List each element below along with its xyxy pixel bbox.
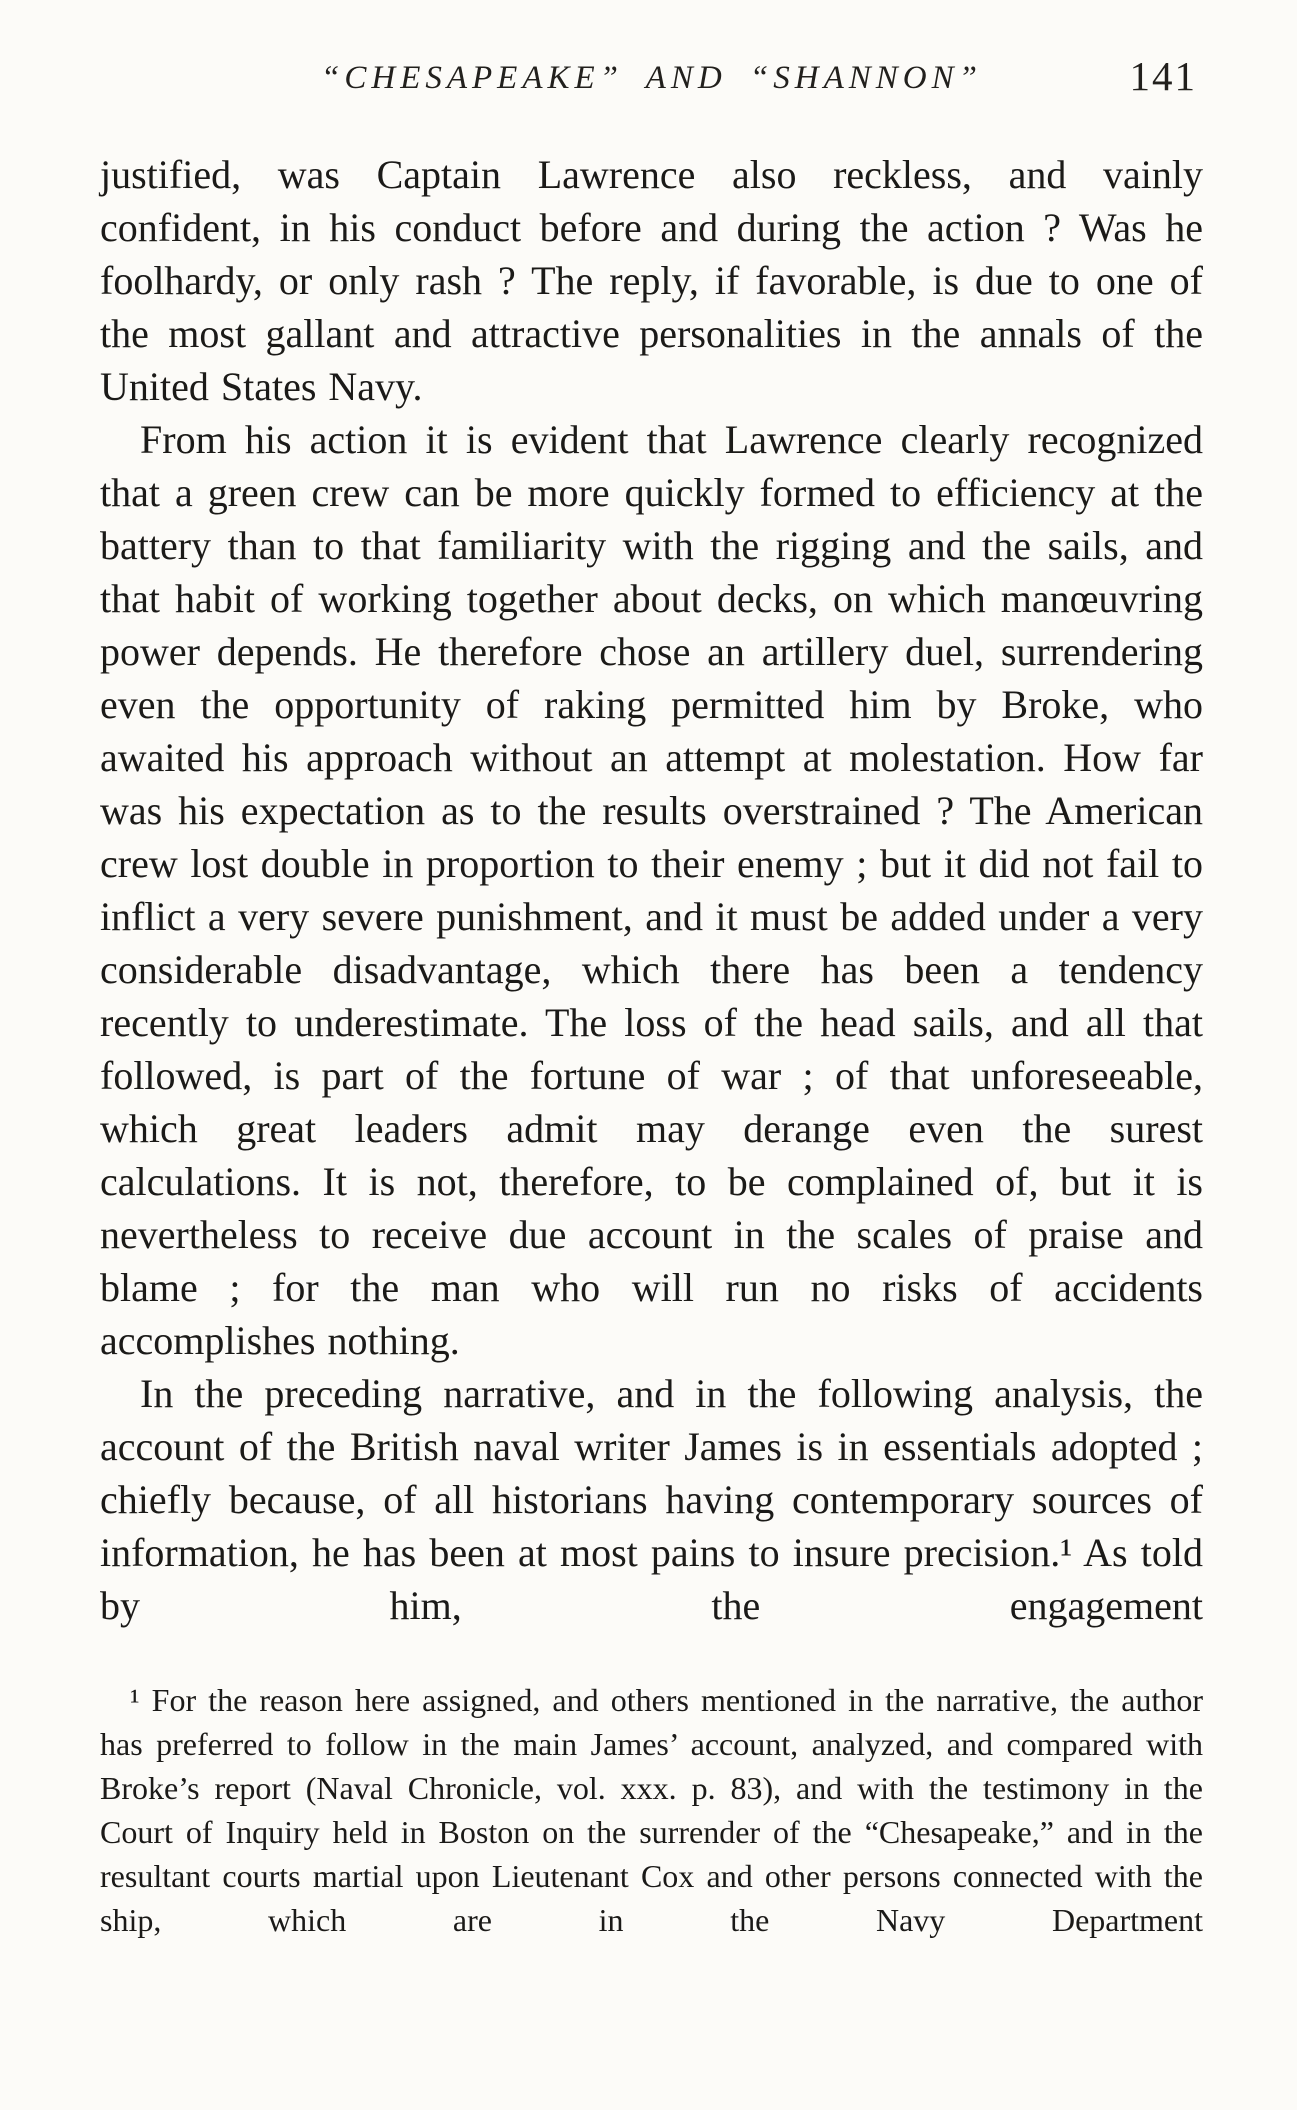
page-number: 141: [1129, 53, 1197, 99]
body-paragraph-1: justified, was Captain Lawrence also reckless, and vainly confident, in his conduct before and during the action ? Was he foolhardy, or only rash ? The reply, if favorable, is due to one of the most gallant and attractive personalities in the annals of the United States Navy.: [100, 152, 1203, 409]
footnote-block: [100, 1678, 1203, 1942]
footnote-text: ¹ For the reason here assigned, and others mentioned in the narrative, the author has preferred to follow in the main James’ account, analyzed, and compared with Broke’s report (Naval Chronicle, vol. xxx. p. 83), and with the testimony in the Court of Inquiry held in Boston on the surrender of the “Chesapeake,” and in the resultant courts martial upon Lieutenant Cox and other persons connected with the ship, which are in the Navy Department: [100, 1682, 1203, 1938]
body-text: [100, 148, 1203, 1632]
body-paragraph-3: In the preceding narrative, and in the following analysis, the account of the British naval writer James is in essentials adopted ; chiefly because, of all historians having contemporary sources of information, he has been at most pains to insure precision.¹ As told by him, the engagement: [100, 1371, 1203, 1628]
body-paragraph-2: From his action it is evident that Lawrence clearly recognized that a green crew can be more quickly formed to efficiency at the battery than to that familiarity with the rigging and the sails, and that habit of working together about decks, on which manœuvring power depends. He therefore chose an artillery duel, surrendering even the opportunity of raking permitted him by Broke, who awaited his approach without an attempt at molestation. How far was his expectation as to the results overstrained ? The American crew lost double in proportion to their enemy ; but it did not fail to inflict a very severe punishment, and it must be added under a very considerable disadvantage, which there has been a tendency recently to underestimate. The loss of the head sails, and all that followed, is part of the fortune of war ; of that unforeseeable, which great leaders admit may derange even the surest calculations. It is not, therefore, to be complained of, but it is nevertheless to receive due account in the scales of praise and blame ; for the man who will run no risks of accidents accomplishes nothing.: [100, 417, 1203, 1363]
running-title: “CHESAPEAKE” AND “SHANNON”: [321, 60, 982, 96]
running-head: [100, 52, 1203, 104]
